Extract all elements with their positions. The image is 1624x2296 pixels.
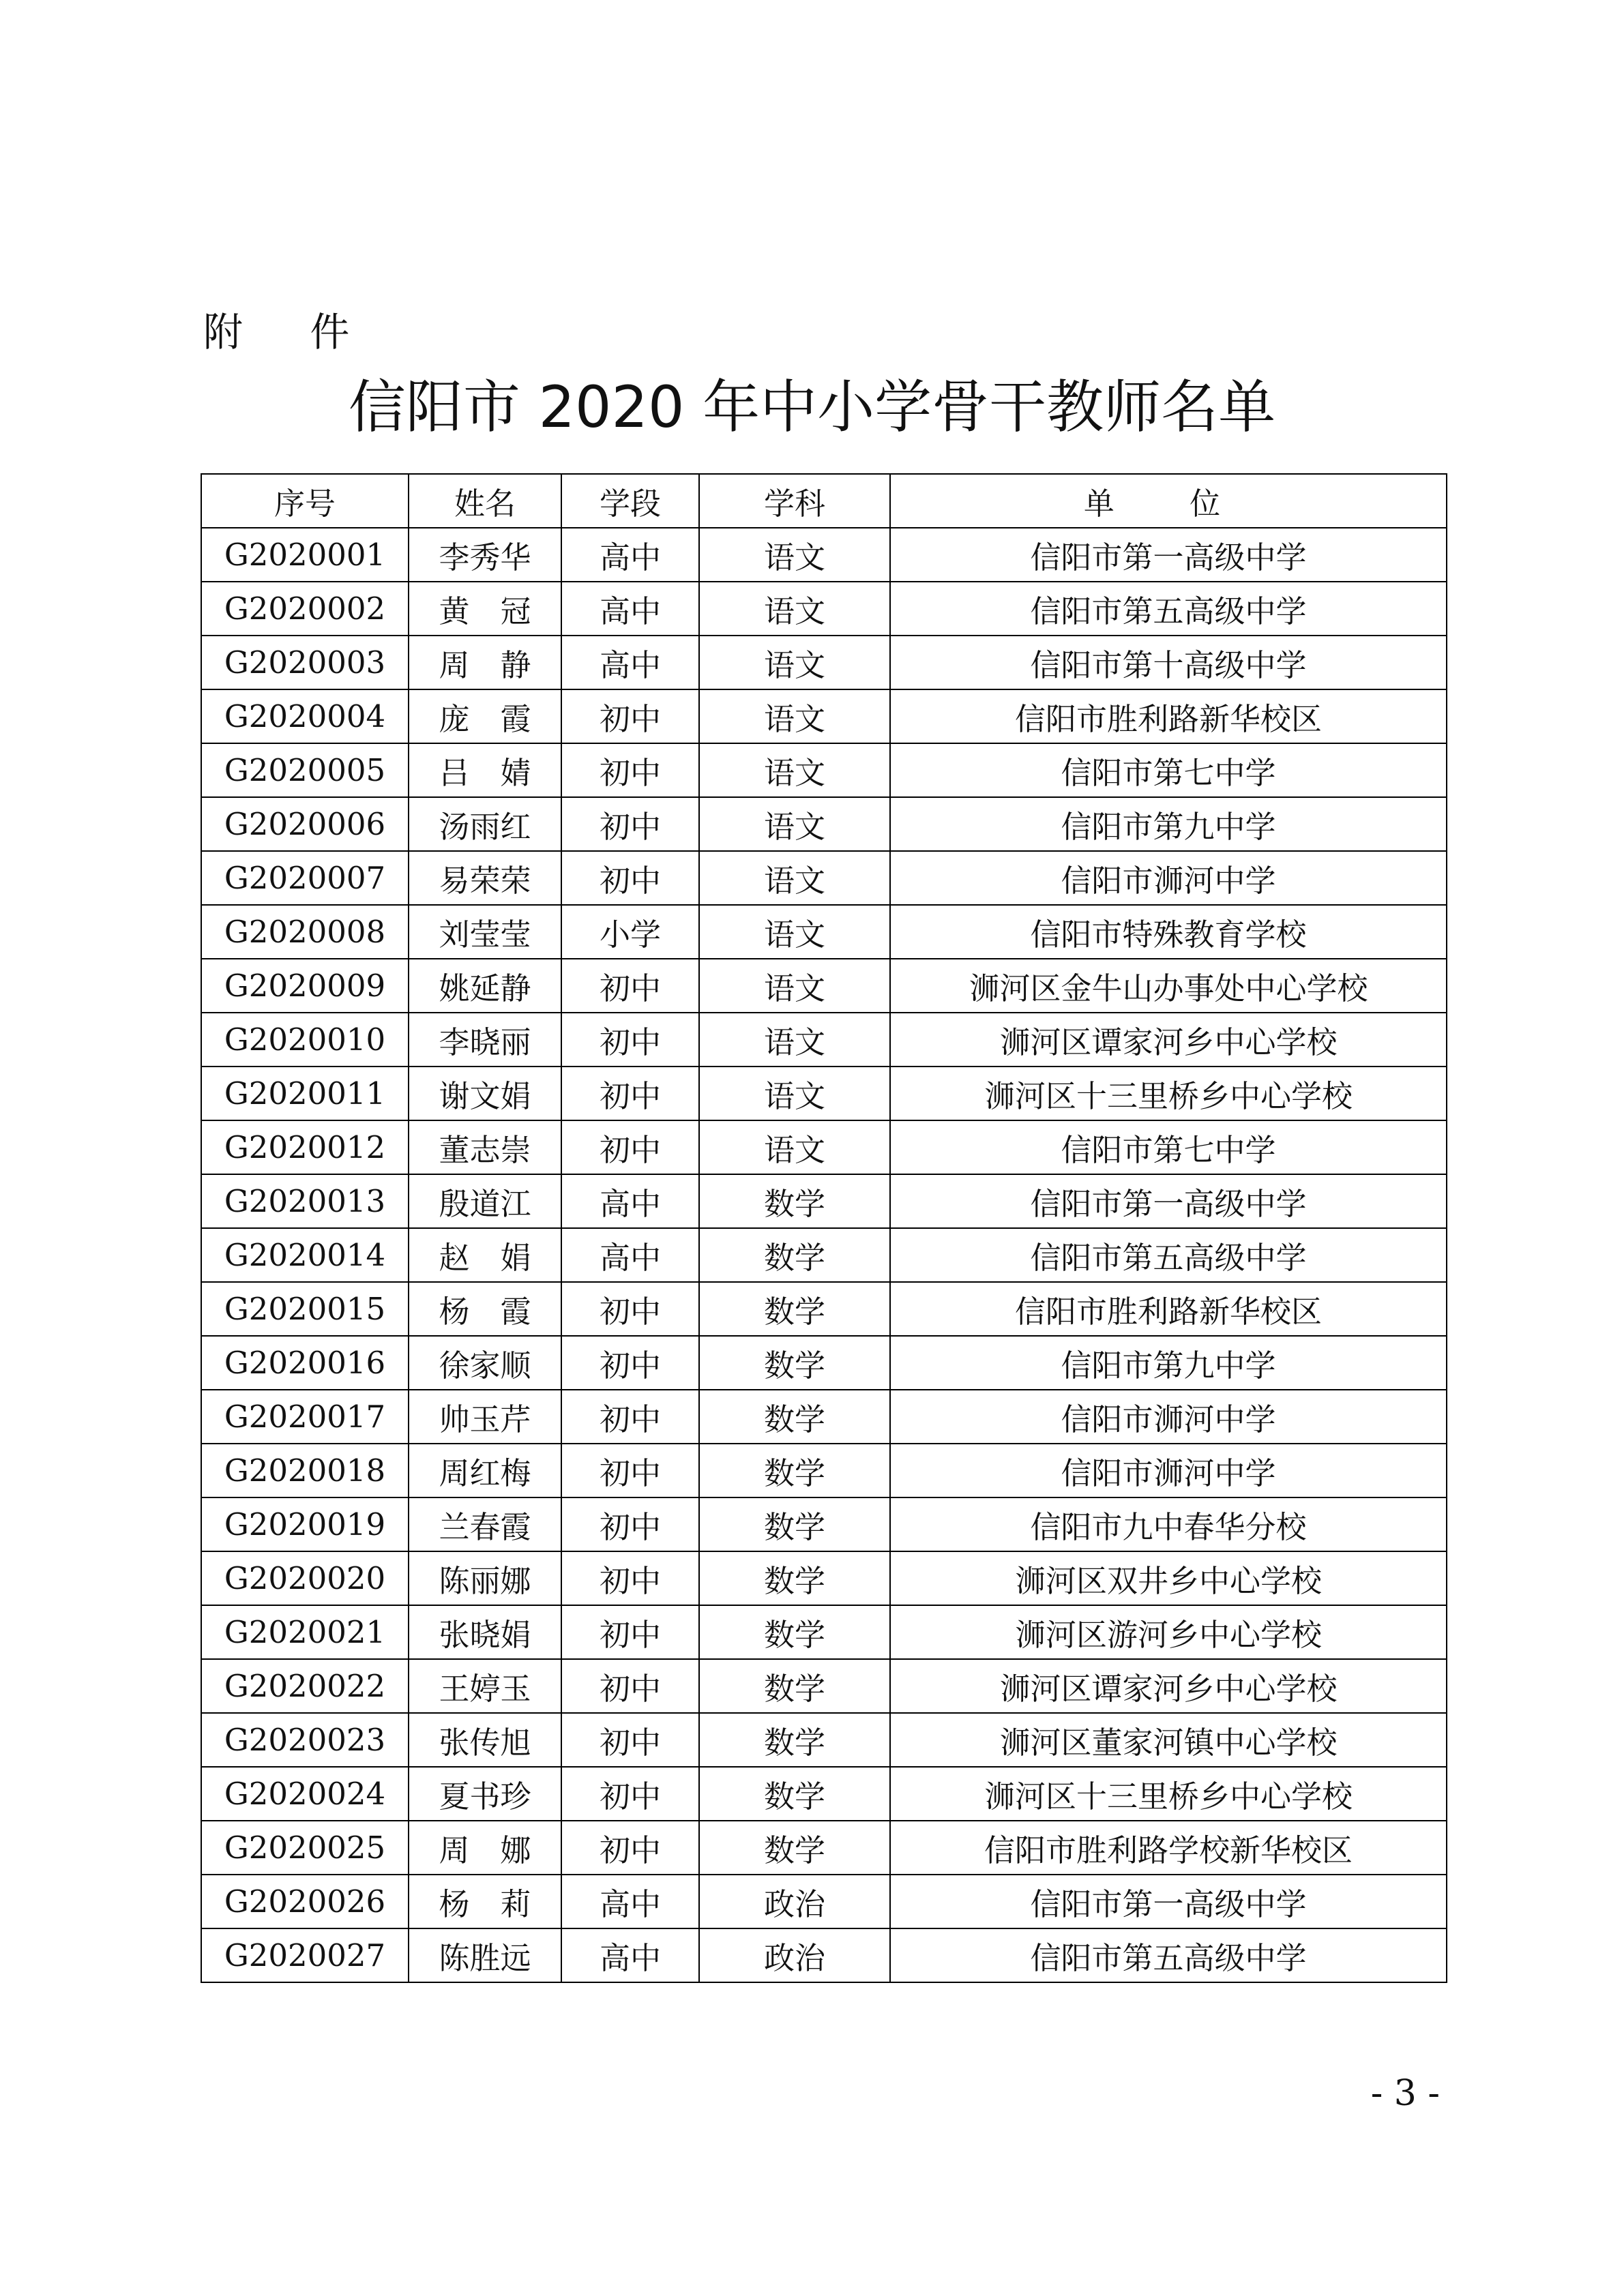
cell-serial: G2020017	[201, 1390, 409, 1444]
table-row	[201, 1013, 1447, 1067]
cell-serial: G2020023	[201, 1713, 409, 1767]
cell-subject: 语文	[699, 959, 890, 1013]
page-title: 信阳市 2020 年中小学骨干教师名单	[348, 374, 1276, 441]
cell-serial: G2020025	[201, 1821, 409, 1875]
cell-subject: 数学	[699, 1174, 890, 1228]
cell-name: 殷道江	[409, 1174, 561, 1228]
cell-level: 初中	[561, 1282, 699, 1336]
cell-level: 初中	[561, 689, 699, 743]
cell-serial: G2020005	[201, 743, 409, 797]
table-row	[201, 1551, 1447, 1605]
table-row	[201, 959, 1447, 1013]
cell-name: 张晓娟	[409, 1605, 561, 1659]
cell-subject: 语文	[699, 582, 890, 636]
cell-subject: 语文	[699, 1120, 890, 1174]
table-row	[201, 1605, 1447, 1659]
column-header-name: 姓名	[409, 474, 561, 528]
cell-subject: 语文	[699, 636, 890, 689]
cell-serial: G2020016	[201, 1336, 409, 1390]
cell-serial: G2020022	[201, 1659, 409, 1713]
cell-serial: G2020019	[201, 1497, 409, 1551]
cell-unit: 信阳市胜利路新华校区	[890, 689, 1447, 743]
cell-subject: 政治	[699, 1928, 890, 1982]
cell-unit: 信阳市浉河中学	[890, 1390, 1447, 1444]
cell-unit: 信阳市第一高级中学	[890, 1174, 1447, 1228]
cell-unit: 信阳市第九中学	[890, 797, 1447, 851]
table-row	[201, 582, 1447, 636]
cell-name: 夏书珍	[409, 1767, 561, 1821]
cell-name: 陈胜远	[409, 1928, 561, 1982]
teacher-roster-table	[201, 473, 1447, 1983]
cell-unit: 浉河区游河乡中心学校	[890, 1605, 1447, 1659]
cell-level: 高中	[561, 636, 699, 689]
cell-level: 初中	[561, 1551, 699, 1605]
cell-subject: 数学	[699, 1390, 890, 1444]
cell-level: 高中	[561, 582, 699, 636]
cell-name: 张传旭	[409, 1713, 561, 1767]
table-row	[201, 1228, 1447, 1282]
cell-name: 杨 莉	[409, 1875, 561, 1928]
cell-level: 初中	[561, 1067, 699, 1120]
column-header-subject: 学科	[699, 474, 890, 528]
cell-name: 杨 霞	[409, 1282, 561, 1336]
table-row	[201, 1390, 1447, 1444]
cell-unit: 信阳市浉河中学	[890, 1444, 1447, 1497]
cell-name: 帅玉芹	[409, 1390, 561, 1444]
table-row	[201, 1497, 1447, 1551]
cell-subject: 数学	[699, 1659, 890, 1713]
table-row	[201, 1444, 1447, 1497]
table-row	[201, 1767, 1447, 1821]
cell-level: 初中	[561, 1767, 699, 1821]
cell-unit: 信阳市第五高级中学	[890, 1228, 1447, 1282]
cell-level: 初中	[561, 1497, 699, 1551]
table-row	[201, 743, 1447, 797]
cell-level: 初中	[561, 797, 699, 851]
cell-level: 初中	[561, 1444, 699, 1497]
table-row	[201, 1928, 1447, 1982]
cell-level: 高中	[561, 1174, 699, 1228]
cell-name: 易荣荣	[409, 851, 561, 905]
cell-serial: G2020015	[201, 1282, 409, 1336]
table-row	[201, 1875, 1447, 1928]
cell-serial: G2020021	[201, 1605, 409, 1659]
cell-name: 周红梅	[409, 1444, 561, 1497]
cell-level: 初中	[561, 1390, 699, 1444]
cell-subject: 数学	[699, 1551, 890, 1605]
cell-unit: 浉河区谭家河乡中心学校	[890, 1013, 1447, 1067]
cell-subject: 语文	[699, 1013, 890, 1067]
column-header-serial: 序号	[201, 474, 409, 528]
cell-serial: G2020020	[201, 1551, 409, 1605]
cell-unit: 浉河区董家河镇中心学校	[890, 1713, 1447, 1767]
cell-subject: 数学	[699, 1605, 890, 1659]
column-header-unit: 单 位	[890, 474, 1447, 528]
cell-subject: 语文	[699, 528, 890, 582]
cell-serial: G2020008	[201, 905, 409, 959]
cell-name: 谢文娟	[409, 1067, 561, 1120]
cell-level: 初中	[561, 1659, 699, 1713]
cell-unit: 信阳市特殊教育学校	[890, 905, 1447, 959]
cell-level: 初中	[561, 851, 699, 905]
cell-level: 小学	[561, 905, 699, 959]
cell-subject: 数学	[699, 1821, 890, 1875]
column-header-level: 学段	[561, 474, 699, 528]
table-row	[201, 1120, 1447, 1174]
table-row	[201, 1659, 1447, 1713]
cell-serial: G2020010	[201, 1013, 409, 1067]
cell-unit: 信阳市第七中学	[890, 743, 1447, 797]
cell-serial: G2020018	[201, 1444, 409, 1497]
page-number: - 3 -	[1370, 2073, 1440, 2114]
cell-name: 庞 霞	[409, 689, 561, 743]
cell-unit: 信阳市第五高级中学	[890, 1928, 1447, 1982]
cell-serial: G2020013	[201, 1174, 409, 1228]
cell-subject: 语文	[699, 797, 890, 851]
cell-name: 赵 娟	[409, 1228, 561, 1282]
cell-level: 初中	[561, 1120, 699, 1174]
table-row	[201, 528, 1447, 582]
table-row	[201, 1067, 1447, 1120]
cell-serial: G2020027	[201, 1928, 409, 1982]
table-row	[201, 689, 1447, 743]
cell-unit: 信阳市胜利路学校新华校区	[890, 1821, 1447, 1875]
cell-unit: 信阳市九中春华分校	[890, 1497, 1447, 1551]
table-row	[201, 1821, 1447, 1875]
table-row	[201, 851, 1447, 905]
cell-subject: 数学	[699, 1713, 890, 1767]
cell-subject: 语文	[699, 743, 890, 797]
cell-unit: 信阳市胜利路新华校区	[890, 1282, 1447, 1336]
cell-unit: 浉河区十三里桥乡中心学校	[890, 1767, 1447, 1821]
cell-unit: 浉河区十三里桥乡中心学校	[890, 1067, 1447, 1120]
cell-level: 初中	[561, 1605, 699, 1659]
cell-level: 初中	[561, 1821, 699, 1875]
table-row	[201, 905, 1447, 959]
cell-name: 吕 婧	[409, 743, 561, 797]
cell-unit: 信阳市浉河中学	[890, 851, 1447, 905]
cell-serial: G2020024	[201, 1767, 409, 1821]
table-row	[201, 1336, 1447, 1390]
cell-subject: 政治	[699, 1875, 890, 1928]
cell-subject: 数学	[699, 1497, 890, 1551]
cell-serial: G2020009	[201, 959, 409, 1013]
cell-name: 董志崇	[409, 1120, 561, 1174]
table-header-row	[201, 474, 1447, 528]
cell-level: 高中	[561, 1928, 699, 1982]
cell-unit: 信阳市第十高级中学	[890, 636, 1447, 689]
cell-serial: G2020006	[201, 797, 409, 851]
cell-level: 高中	[561, 528, 699, 582]
cell-level: 初中	[561, 1013, 699, 1067]
cell-name: 周 娜	[409, 1821, 561, 1875]
cell-unit: 信阳市第一高级中学	[890, 1875, 1447, 1928]
cell-subject: 语文	[699, 905, 890, 959]
cell-serial: G2020014	[201, 1228, 409, 1282]
cell-name: 陈丽娜	[409, 1551, 561, 1605]
cell-subject: 数学	[699, 1767, 890, 1821]
cell-unit: 浉河区双井乡中心学校	[890, 1551, 1447, 1605]
cell-level: 初中	[561, 743, 699, 797]
cell-serial: G2020004	[201, 689, 409, 743]
cell-subject: 数学	[699, 1282, 890, 1336]
cell-subject: 语文	[699, 851, 890, 905]
cell-name: 王婷玉	[409, 1659, 561, 1713]
cell-name: 姚延静	[409, 959, 561, 1013]
cell-serial: G2020007	[201, 851, 409, 905]
cell-level: 高中	[561, 1875, 699, 1928]
cell-name: 李秀华	[409, 528, 561, 582]
table-body	[201, 528, 1447, 1982]
cell-level: 初中	[561, 1713, 699, 1767]
cell-unit: 信阳市第七中学	[890, 1120, 1447, 1174]
cell-serial: G2020012	[201, 1120, 409, 1174]
cell-name: 黄 冠	[409, 582, 561, 636]
cell-subject: 语文	[699, 689, 890, 743]
cell-level: 初中	[561, 1336, 699, 1390]
cell-name: 汤雨红	[409, 797, 561, 851]
table-row	[201, 1713, 1447, 1767]
cell-serial: G2020002	[201, 582, 409, 636]
table-row	[201, 1174, 1447, 1228]
cell-subject: 数学	[699, 1444, 890, 1497]
cell-subject: 数学	[699, 1336, 890, 1390]
cell-name: 刘莹莹	[409, 905, 561, 959]
cell-serial: G2020001	[201, 528, 409, 582]
attachment-label: 附 件	[203, 309, 377, 355]
cell-unit: 信阳市第一高级中学	[890, 528, 1447, 582]
cell-unit: 信阳市第九中学	[890, 1336, 1447, 1390]
cell-level: 初中	[561, 959, 699, 1013]
table-row	[201, 1282, 1447, 1336]
cell-name: 周 静	[409, 636, 561, 689]
cell-name: 李晓丽	[409, 1013, 561, 1067]
cell-serial: G2020011	[201, 1067, 409, 1120]
table-row	[201, 636, 1447, 689]
cell-name: 兰春霞	[409, 1497, 561, 1551]
cell-unit: 浉河区金牛山办事处中心学校	[890, 959, 1447, 1013]
cell-subject: 语文	[699, 1067, 890, 1120]
cell-unit: 信阳市第五高级中学	[890, 582, 1447, 636]
table-row	[201, 797, 1447, 851]
cell-level: 高中	[561, 1228, 699, 1282]
cell-unit: 浉河区谭家河乡中心学校	[890, 1659, 1447, 1713]
cell-subject: 数学	[699, 1228, 890, 1282]
cell-serial: G2020026	[201, 1875, 409, 1928]
cell-serial: G2020003	[201, 636, 409, 689]
cell-name: 徐家顺	[409, 1336, 561, 1390]
